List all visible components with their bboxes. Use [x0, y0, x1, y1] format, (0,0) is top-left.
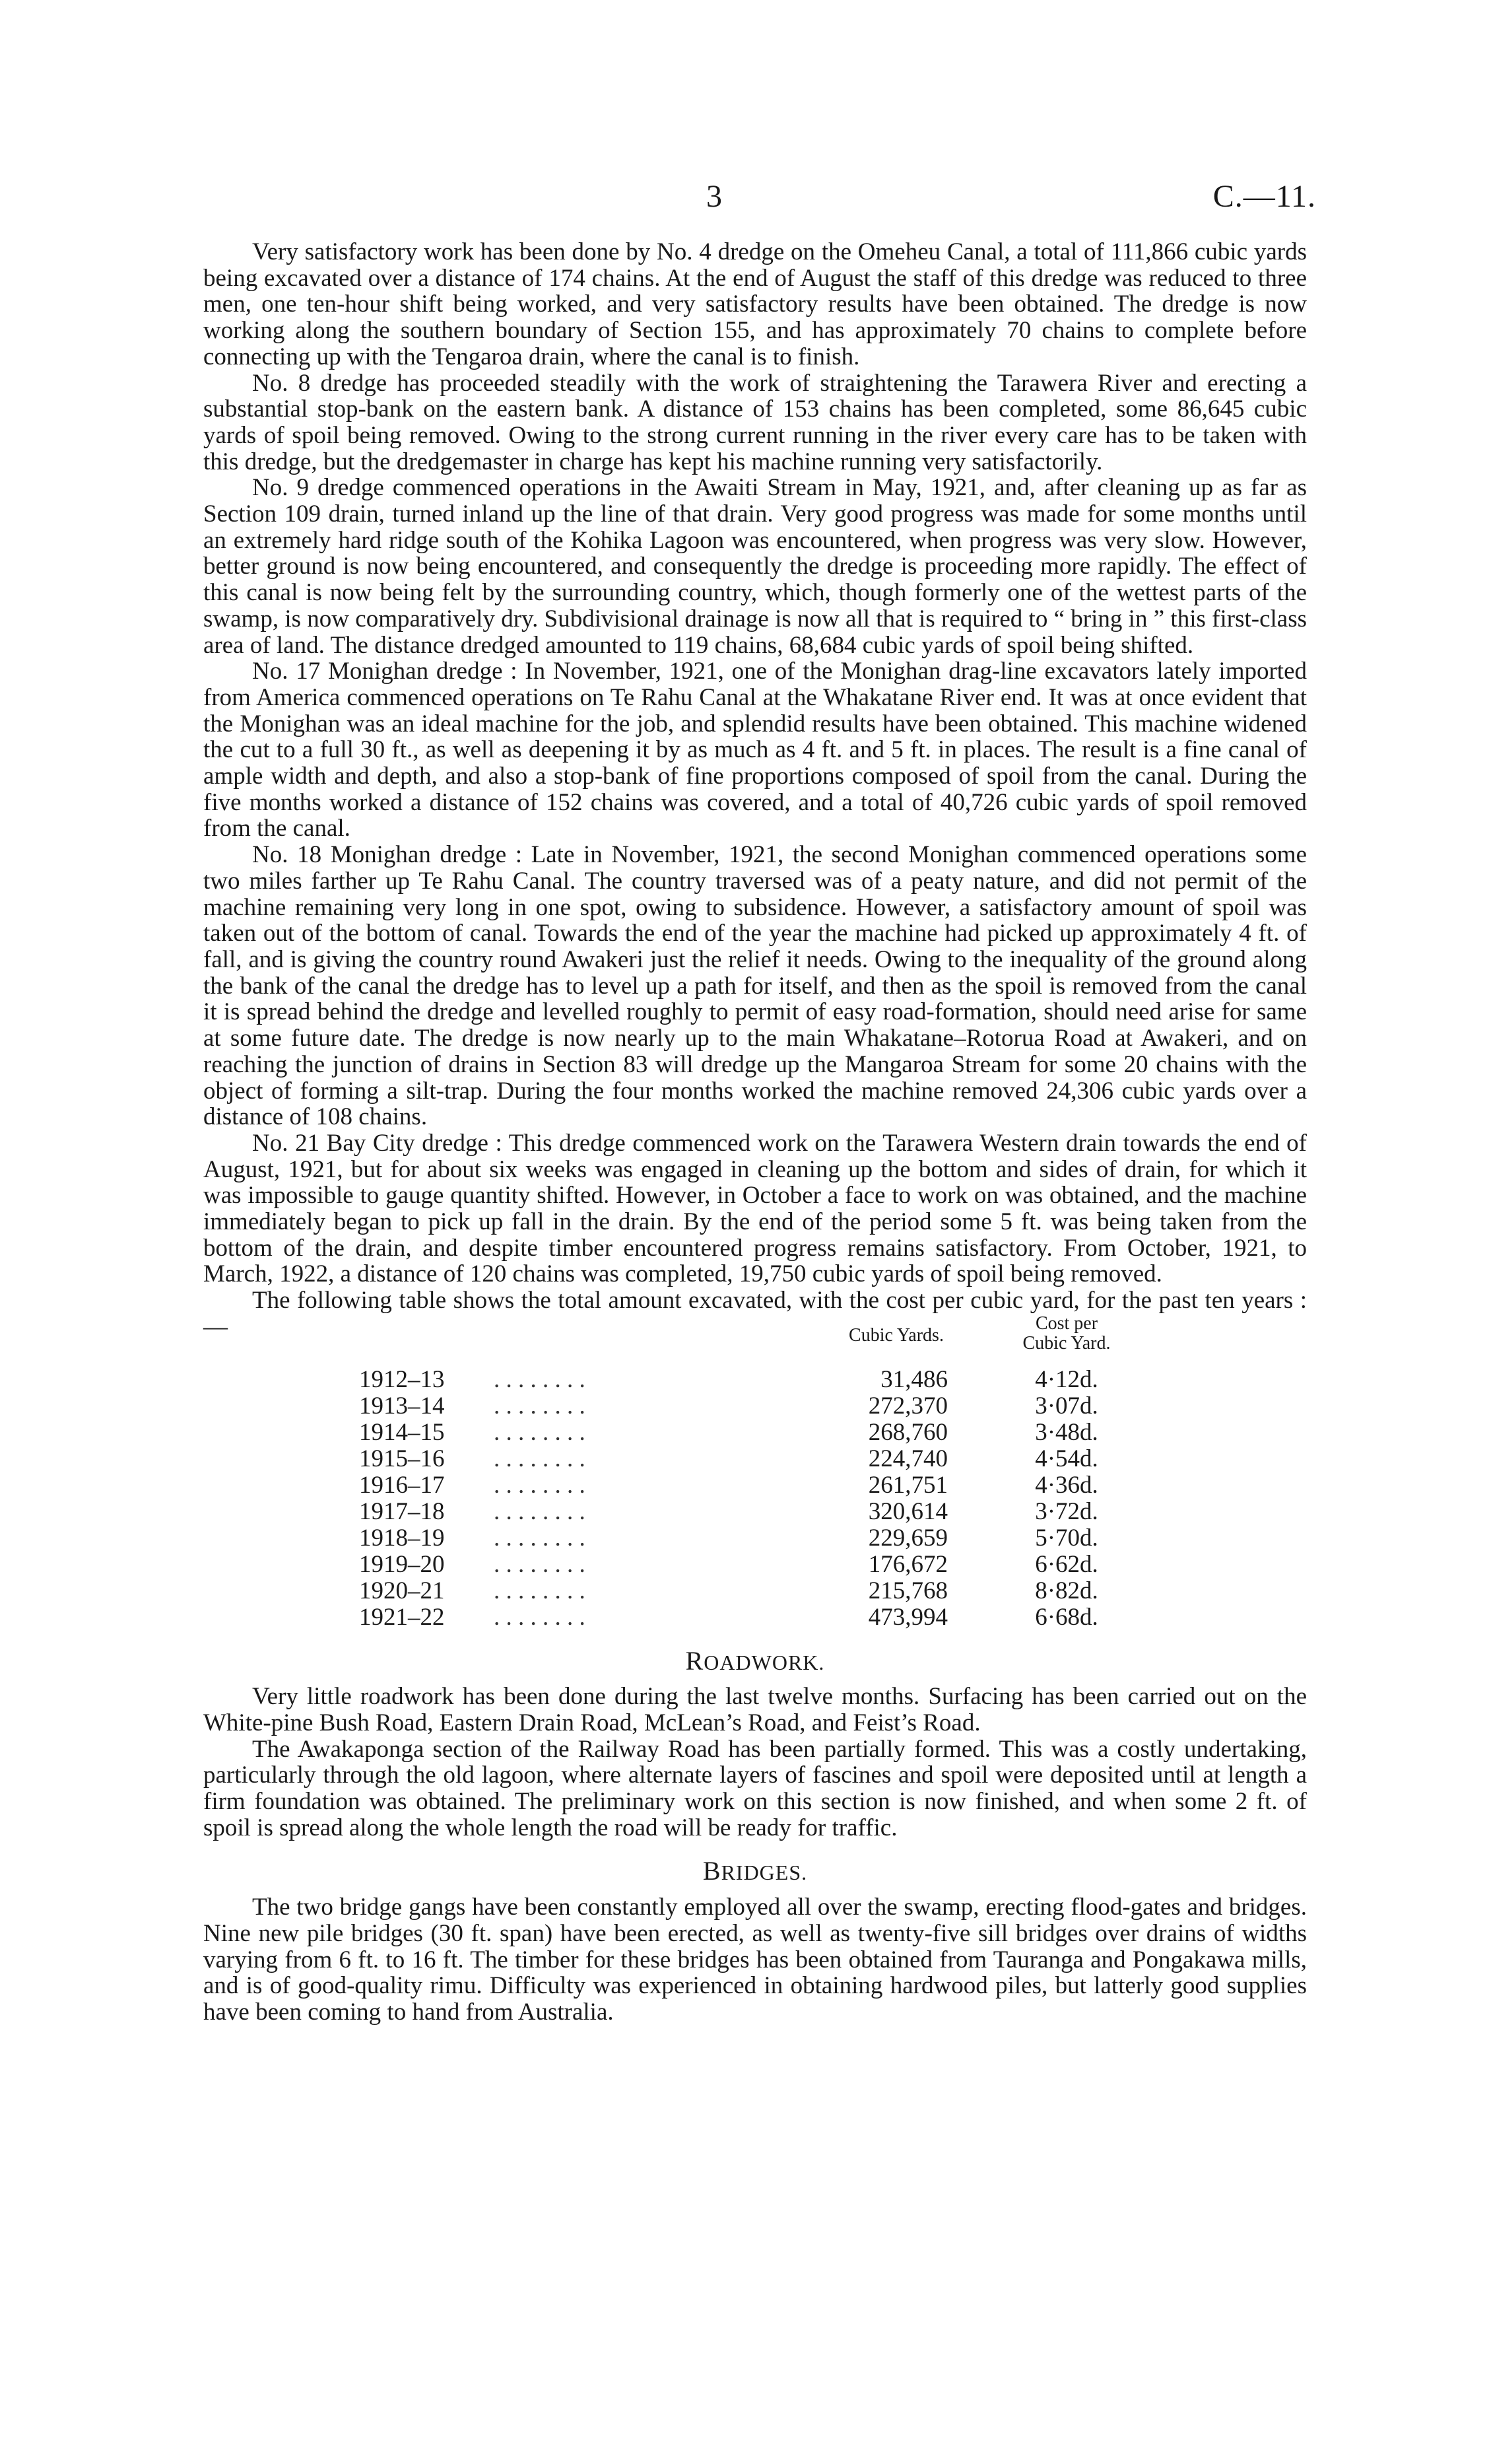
- dot-leader: . . . . . . . .: [494, 1497, 585, 1525]
- table-row: [203, 1472, 1307, 1499]
- dot-leader: . . . . . . . .: [494, 1392, 585, 1420]
- cost-cell: 3·72d.: [1035, 1497, 1098, 1525]
- year-cell: 1920–21: [359, 1577, 445, 1604]
- cubic-yards-cell: 229,659: [868, 1524, 948, 1552]
- table-header: [203, 1314, 1307, 1367]
- paragraph-dredge-9: No. 9 dredge commenced operations in the Awaiti Stream in May, 1921, and, after cleaning up as far as Section 109 drain, turned inland up the line of that drain. Very good progress was made for some months until an extremely hard ridge south of the Kohika Lagoon was encountered, when progress was very slow. However, better ground is now being encountered, and consequently the dredge is proceeding more rapidly. The effect of this canal is now being felt by the surrounding country, which, though formerly one of the wettest parts of the swamp, is now comparatively dry. Subdivisional drainage is now all that is required to “ bring in ” this first-class area of land. The distance dredged amounted to 119 chains, 68,684 cubic yards of spoil being shifted.: [203, 474, 1307, 659]
- bridges-heading-rest: RIDGES.: [721, 1861, 808, 1885]
- cost-cell: 4·54d.: [1035, 1445, 1098, 1472]
- paragraph-dredge-21: No. 21 Bay City dredge : This dredge commenced work on the Tarawera Western drain towards the end of August, 1921, but for about six weeks was engaged in cleaning up the bottom and sides of drain, for which it was impossible to gauge quantity shifted. However, in October a face to work on was obtained, and the machine immediately began to pick up fall in the drain. By the end of the period some 5 ft. was being taken from the bottom of the drain, and despite timber encountered progress remains satisfactory. From October, 1921, to March, 1922, a distance of 120 chains was completed, 19,750 cubic yards of spoil being removed.: [203, 1129, 1307, 1288]
- cubic-yards-cell: 320,614: [868, 1497, 948, 1525]
- column-header-cost-line2: Cubic Yard.: [1022, 1332, 1111, 1353]
- cost-cell: 3·07d.: [1035, 1392, 1098, 1420]
- cost-cell: 8·82d.: [1035, 1577, 1098, 1604]
- cost-cell: 3·48d.: [1035, 1418, 1098, 1446]
- roadwork-heading-initial: R: [685, 1645, 704, 1676]
- dot-leader: . . . . . . . .: [494, 1365, 585, 1393]
- column-header-cost: [1001, 1314, 1133, 1353]
- dot-leader: . . . . . . . .: [494, 1524, 585, 1552]
- dot-leader: . . . . . . . .: [494, 1471, 585, 1499]
- year-cell: 1914–15: [359, 1418, 445, 1446]
- dot-leader: . . . . . . . .: [494, 1550, 585, 1578]
- table-row: [203, 1393, 1307, 1420]
- column-header-cost-line1: Cost per: [1035, 1313, 1098, 1334]
- cubic-yards-cell: 268,760: [868, 1418, 948, 1446]
- table-row: [203, 1578, 1307, 1604]
- year-cell: 1916–17: [359, 1471, 445, 1499]
- paragraph-dredge-4: Very satisfactory work has been done by No. 4 dredge on the Omeheu Canal, a total of 111,866 cubic yards being excavated over a distance of 174 chains. At the end of August the staff of this dredge was reduced to three men, one ten-hour shift being worked, and very satisfactory results have been obtained. The dredge is now working along the southern boundary of Section 155, and has approximately 70 chains to complete before connecting up with the Tengaroa drain, where the canal is to finish.: [203, 238, 1307, 370]
- paragraph-roadwork-surfacing: Very little roadwork has been done during the last twelve months. Surfacing has been carried out on the White-pine Bush Road, Eastern Drain Road, McLean’s Road, and Feist’s Road.: [203, 1683, 1307, 1736]
- year-cell: 1918–19: [359, 1524, 445, 1552]
- cost-cell: 4·12d.: [1035, 1365, 1098, 1393]
- roadwork-heading: [203, 1645, 1307, 1676]
- cubic-yards-cell: 176,672: [868, 1550, 948, 1578]
- roadwork-heading-rest: OADWORK.: [704, 1650, 825, 1674]
- table-row: [203, 1367, 1307, 1393]
- cost-cell: 6·62d.: [1035, 1550, 1098, 1578]
- year-cell: 1912–13: [359, 1365, 445, 1393]
- cubic-yards-cell: 473,994: [868, 1603, 948, 1631]
- dot-leader: . . . . . . . .: [494, 1418, 585, 1446]
- table-row: [203, 1499, 1307, 1525]
- table-row: [203, 1604, 1307, 1631]
- paragraph-dredge-18: No. 18 Monighan dredge : Late in November, 1921, the second Monighan commenced operations some two miles farther up Te Rahu Canal. The country traversed was of a peaty nature, and did not permit of the machine remaining very long in one spot, owing to subsidence. However, a satisfactory amount of spoil was taken out of the bottom of canal. Towards the end of the year the machine had picked up approximately 4 ft. of fall, and is giving the country round Awakeri just the relief it needs. Owing to the inequality of the ground along the bank of the canal the dredge has to level up a path for itself, and then as the spoil is removed from the canal it is spread behind the dredge and levelled roughly to permit of easy road-formation, should need arise for same at some future date. The dredge is now nearly up to the main Whakatane–Rotorua Road at Awakeri, and on reaching the junction of drains in Section 83 will dredge up the Mangaroa Stream for some 20 chains with the object of forming a silt-trap. During the four months worked the machine removed 24,306 cubic yards over a distance of 108 chains.: [203, 841, 1307, 1131]
- dot-leader: . . . . . . . .: [494, 1603, 585, 1631]
- cost-cell: 4·36d.: [1035, 1471, 1098, 1499]
- cubic-yards-cell: 224,740: [868, 1445, 948, 1472]
- excavation-table: [203, 1367, 1307, 1631]
- cost-cell: 6·68d.: [1035, 1603, 1098, 1631]
- table-row: [203, 1446, 1307, 1472]
- cost-cell: 5·70d.: [1035, 1524, 1098, 1552]
- cubic-yards-cell: 215,768: [868, 1577, 948, 1604]
- bridges-heading: [203, 1858, 1307, 1886]
- paragraph-bridges: The two bridge gangs have been constantly employed all over the swamp, erecting flood-gates and bridges. Nine new pile bridges (30 ft. span) have been erected, as well as twenty-five sill bridges over drains of widths varying from 6 ft. to 16 ft. The timber for these bridges has been obtained from Tauranga and Pongakawa mills, and is of good-quality rimu. Difficulty was experienced in obtaining hardwood piles, but latterly good supplies have been coming to hand from Australia.: [203, 1894, 1307, 2026]
- year-cell: 1915–16: [359, 1445, 445, 1472]
- dot-leader: . . . . . . . .: [494, 1577, 585, 1604]
- page-number: 3: [706, 179, 722, 214]
- document-reference: C.—11.: [1212, 179, 1316, 214]
- bridges-heading-initial: B: [702, 1856, 721, 1886]
- table-row: [203, 1525, 1307, 1552]
- column-header-cubic-yards: Cubic Yards.: [849, 1324, 944, 1346]
- table-row: [203, 1420, 1307, 1446]
- cubic-yards-cell: 261,751: [868, 1471, 948, 1499]
- table-intro: The following table shows the total amount excavated, with the cost per cubic yard, for the past ten years :—: [203, 1287, 1307, 1340]
- dot-leader: . . . . . . . .: [494, 1445, 585, 1472]
- paragraph-dredge-17: No. 17 Monighan dredge : In November, 1921, one of the Monighan drag-line excavators lately imported from America commenced operations on Te Rahu Canal at the Whakatane River end. It was at once evident that the Monighan was an ideal machine for the job, and splendid results have been obtained. This machine widened the cut to a full 30 ft., as well as deepening it by as much as 4 ft. and 5 ft. in places. The result is a fine canal of ample width and depth, and also a stop-bank of fine proportions composed of spoil from the canal. During the five months worked a distance of 152 chains was covered, and a total of 40,726 cubic yards of spoil removed from the canal.: [203, 658, 1307, 842]
- year-cell: 1921–22: [359, 1603, 445, 1631]
- year-cell: 1919–20: [359, 1550, 445, 1578]
- cubic-yards-cell: 31,486: [880, 1365, 948, 1393]
- table-row: [203, 1552, 1307, 1578]
- paragraph-roadwork-awakaponga: The Awakaponga section of the Railway Road has been partially formed. This was a costly undertaking, particularly through the old lagoon, where alternate layers of fascines and spoil were deposited until at length a firm foundation was obtained. The preliminary work on this section is now finished, and when some 2 ft. of spoil is spread along the whole length the road will be ready for traffic.: [203, 1735, 1307, 1841]
- cubic-yards-cell: 272,370: [868, 1392, 948, 1420]
- page-body: [203, 239, 1307, 2026]
- paragraph-dredge-8: No. 8 dredge has proceeded steadily with the work of straightening the Tarawera River and erecting a substantial stop-bank on the eastern bank. A distance of 153 chains has been completed, some 86,645 cubic yards of spoil being removed. Owing to the strong current running in the river every care has to be taken with this dredge, but the dredgemaster in charge has kept his machine running very satisfactorily.: [203, 369, 1307, 475]
- year-cell: 1913–14: [359, 1392, 445, 1420]
- year-cell: 1917–18: [359, 1497, 445, 1525]
